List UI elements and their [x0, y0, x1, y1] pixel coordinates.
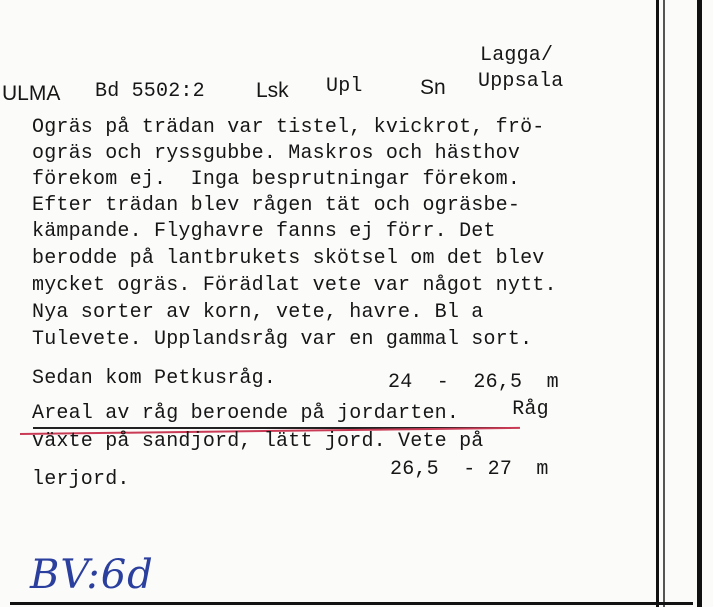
- text-line: Efter trädan blev rågen tät och ogräsbe-: [32, 194, 521, 217]
- card-edge-right-shadow: [663, 0, 665, 607]
- text-line: Ogräs på trädan var tistel, kvickrot, frö-: [32, 116, 545, 139]
- socken-label: Sn: [420, 76, 446, 99]
- text-line: kämpande. Flyghavre fanns ej förr. Det: [32, 220, 496, 243]
- socken-line-1: Lagga/: [480, 44, 554, 67]
- archive-code: ULMA: [2, 82, 61, 105]
- landskap-value: Upl: [326, 75, 363, 98]
- text-line: Tulevete. Upplandsråg var en gammal sort.: [32, 328, 533, 351]
- heading-continuation: Råg: [500, 398, 549, 421]
- text-line: mycket ogräs. Förädlat vete var något nytt.: [32, 274, 557, 297]
- text-line: berodde på lantbrukets skötsel om det blev: [32, 247, 545, 270]
- heading-underlined: Areal av råg beroende på jordarten.: [32, 402, 460, 425]
- range-1: 24 - 26,5 m: [388, 371, 559, 394]
- text-line: Sedan kom Petkusråg.: [32, 367, 277, 390]
- record-number: Bd 5502:2: [95, 80, 205, 103]
- landskap-label: Lsk: [256, 79, 289, 102]
- text-line: växte på sandjord, lätt jord. Vete på: [32, 430, 484, 453]
- card-edge-right: [656, 0, 659, 607]
- card-edge-bottom: [10, 602, 693, 605]
- text-line: ogräs och ryssgubbe. Maskros och hästhov: [32, 142, 521, 165]
- text-line: Nya sorter av korn, vete, havre. Bl a: [32, 301, 484, 324]
- handwritten-signature: BV:6d: [30, 552, 154, 598]
- card-edge-outer: [697, 0, 702, 607]
- range-2: 26,5 - 27 m: [390, 458, 549, 481]
- text-line: förekom ej. Inga besprutningar förekom.: [32, 168, 521, 191]
- text-line: lerjord.: [32, 468, 130, 491]
- socken-line-2: Uppsala: [478, 70, 564, 93]
